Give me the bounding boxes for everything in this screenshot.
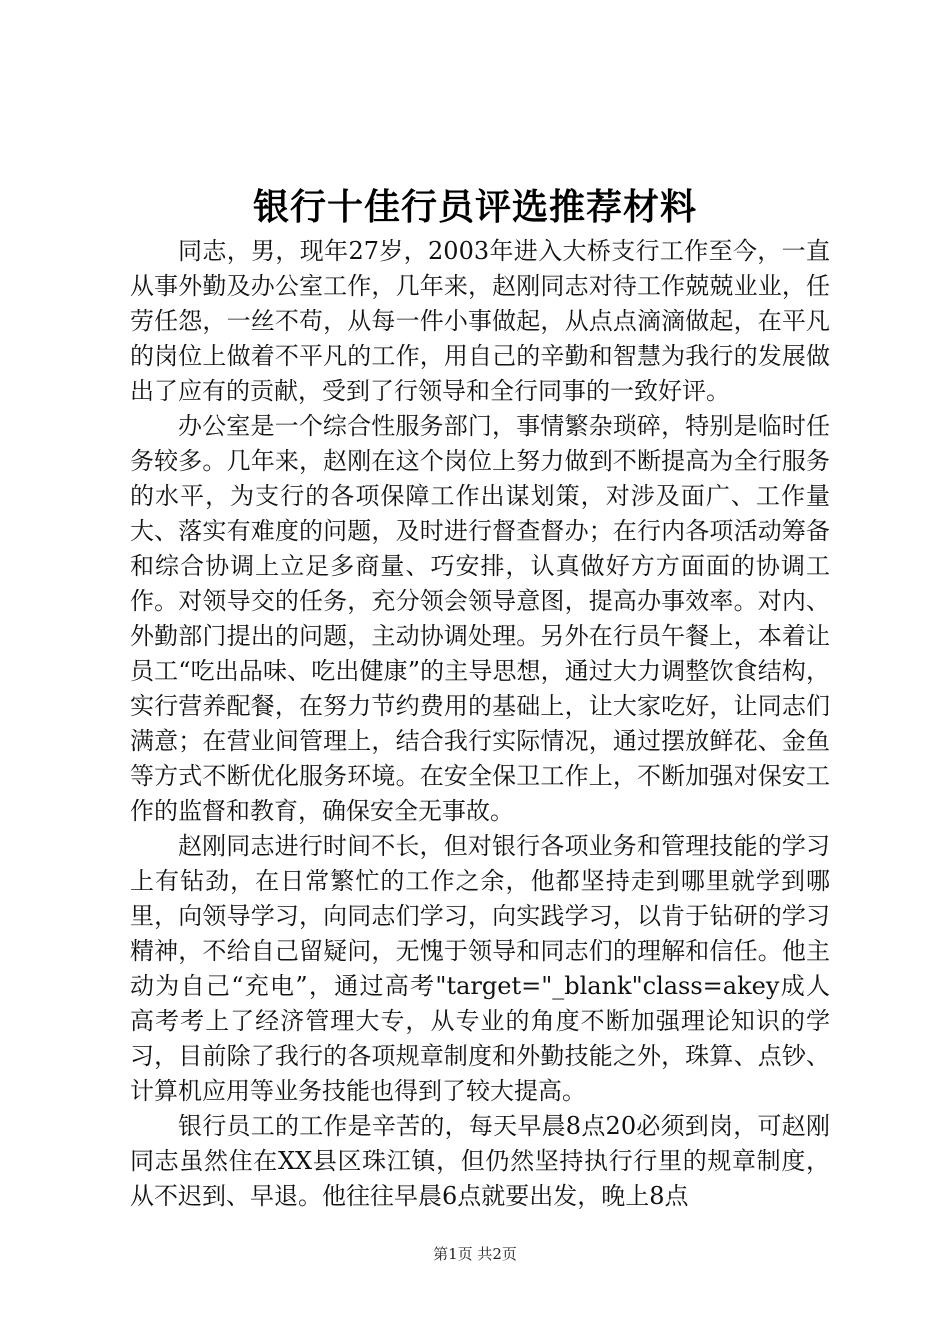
body-paragraph: 银行员工的工作是辛苦的，每天早晨8点20必须到岗，可赵刚同志虽然住在XX县区珠江镇，但仍然坚持执行行里的规章制度，从不迟到、早退。他往往早晨6点就要出发，晚上8点 <box>130 1112 830 1210</box>
page-number: 第1页 共2页 <box>433 1245 517 1263</box>
body-paragraph: 办公室是一个综合性服务部门，事情繁杂琐碎，特别是临时任务较多。几年来，赵刚在这个岗位上努力做到不断提高为全行服务的水平，为支行的各项保障工作出谋划策，对涉及面广、工作量大、落实有难度的问题，及时进行督查督办；在行内各项活动筹备和综合协调上立足多商量、巧安排，认真做好方方面面的协调工作。对领导交的任务，充分领会领导意图，提高办事效率。对内、外勤部门提出的问题，主动协调处理。另外在行员午餐上，本着让员工“吃出品味、吃出健康”的主导思想，通过大力调整饮食结构，实行营养配餐，在努力节约费用的基础上，让大家吃好，让同志们满意；在营业间管理上，结合我行实际情况，通过摆放鲜花、金鱼等方式不断优化服务环境。在安全保卫工作上，不断加强对保安工作的监督和教育，确保安全无事故。 <box>130 412 830 825</box>
body-paragraph: 同志，男，现年27岁，2003年进入大桥支行工作至今，一直从事外勤及办公室工作，几年来，赵刚同志对待工作兢兢业业，任劳任怨，一丝不苟，从每一件小事做起，从点点滴滴做起，在平凡的岗位上做着不平凡的工作，用自己的辛勤和智慧为我行的发展做出了应有的贡献，受到了行领导和全行同事的一致好评。 <box>130 237 830 405</box>
document-title: 银行十佳行员评选推荐材料 <box>252 186 697 228</box>
document-body <box>130 234 830 1214</box>
body-paragraph: 赵刚同志进行时间不长，但对银行各项业务和管理技能的学习上有钻劲，在日常繁忙的工作之余，他都坚持走到哪里就学到哪里，向领导学习，向同志们学习，向实践学习，以肯于钻研的学习精神，不给自己留疑问，无愧于领导和同志们的理解和信任。他主动为自己“充电”，通过高考"target="_blank"class=akey成人高考考上了经济管理大专，从专业的角度不断加强理论知识的学习，目前除了我行的各项规章制度和外勤技能之外，珠算、点钞、计算机应用等业务技能也得到了较大提高。 <box>130 832 830 1105</box>
page-footer <box>0 1243 950 1265</box>
